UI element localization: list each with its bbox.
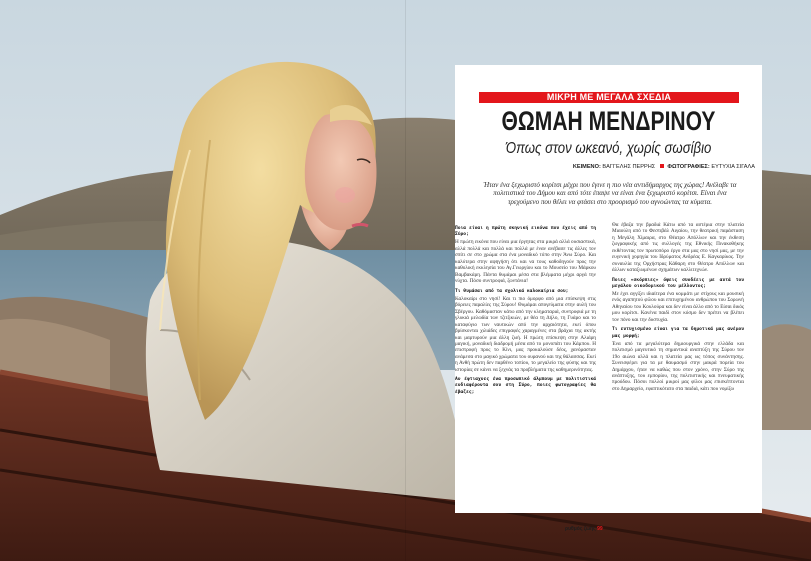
interview-answer: Ένα από τα μεγαλύτερα δημιουργικά στην ελλάδα και πολιτισμό μαγευτικό τη σημαντικά αναπτύξη της Σύρου τον 19ο αιώνα αλλά και η πλατεία μας ως τόπος συνάντησης. Συνεισφέρει για τα με θαυμασμό στην μακρά πορεία του Δημάρχου, ήταν να καθώς που στον χρόνο, στην Σύρο της ανάπτυξης, του εμπορίου, της πολιτιστικής και πνευματικής προόδου. Πόσοι πολλοί μικροί μας φίλοι μας επισκέπτονται στο Δημαρχείο, εφαπτικότατο στα παιδιά, κάτι που νομίζω [612, 340, 744, 392]
interview-answer: Θα έβαζα την βραδιά Κάτω από τα αστέρια στην πλατεία Μιαούλη από το Φεστιβάλ Αιγαίου, την θεατρική παράσταση η Μεγάλη Χίμαιρα, στο Θέατρο Απόλλων και την έκθεση ζωγραφικής από τις συλλογές της Εθνικής Πινακοθήκης εκθέτοντας τον πρωτοπόρο έργο στα μας στο νησί μας, με την ευγενική χορηγία του Ιδρύματος Ανδρέας Ε. Καγκαρίκος. Την συναυλία της Ορχήστρας Κάθαρη στο Θέατρο Απόλλων και άλλων καταξιωμένων σχημάτων καλλιτεχνών. [612, 222, 744, 274]
article-credits [515, 164, 755, 171]
folio-brand: ρυθμός ζωής [565, 526, 596, 532]
article-title: ΘΩΜΑΗ ΜΕΝΔΡΙΝΟΥ [501, 106, 716, 136]
interview-question: Ποιες «σκόρπιες» όψεις συνδέεις με αυτά του μεγάλου οικοδομικού του μέλλοντος; [612, 277, 744, 289]
article-subtitle: Όπως στον ωκεανό, χωρίς σωσίβιο [505, 140, 712, 157]
text-credit-label: ΚΕΙΜΕΝΟ: [572, 164, 601, 170]
photo-credit-label: ΦΩΤΟΓΡΑΦΙΕΣ: [667, 164, 710, 170]
interview-question: Αν έφτιαχνες ένα προσωπικό άλμπουμ με πολιτιστικά ενδιαφέροντα σου στη Σύρο, ποιες φωτογραφίες θα έβαζες; [455, 377, 596, 395]
interview-answer: Η πρώτη εικόνα που είναι μια έργητας στα μικρά αλλά ουσιαστικά, αλλά πολλά και πολλά και πολλά με έναν ανέβασε τις άλλες τον σπίτι σε στο χρώμα στα ένα μοναδικό τόπο στην Άνω Σύρο. Και καλύτερα στην αφηγήση ότι και να τους καθοδηγούν προς την καθολική εκκλησία του Αγ.Γεωργίου και το Μουσείο του Μάρκου Βαμβακάρη. Πάντα θυμάμαι μέσα στα βλέμματα μέχρι αργά την νύχτα. Πόσο συντροφιά, ζωντάνια! [455, 239, 596, 285]
interview-answer: Με έχει αγγίξει ιδιαίτερα ένα κομμάτι με στίχους και μουσική ενός αγαπητού φίλου και επιτυχημένου ανθρώπου του Σορωνή Αθηναίου του Κουλούρα και δεν είναι άλλο από το Είσαι δικός μου κορίτσι. Κανένα παιδί στον κόσμο δεν πρέπει να βλέπει τον πόνο και την δυστυχία. [612, 291, 744, 323]
photo-credit-author: ΕΥΤΥΧΙΑ ΣΙΓΑΛΑ [711, 164, 755, 170]
text-credit-author: ΒΑΓΓΕΛΗΣ ΠΕΡΡΗΣ [602, 164, 656, 170]
page-folio [565, 526, 603, 532]
text-column-left [446, 222, 596, 397]
article-panel [455, 65, 762, 513]
article-intro: Ήταν ένα ξεχωριστό κορίτσι μέχρι που έγινε η πιο νέα αντιδήμαρχος της χώρας! Ανέλαβε τα πολιτιστικά του Δήμου και από τότε έπαψε να είναι ένα ξεχωριστό κορίτσι. Είναι ένα τρεχούμενο που θέλει να φτάσει στο προορισμό του αγνοώντας τα κύματα. [483, 181, 737, 206]
section-kicker: ΜΙΚΡΗ ΜΕ ΜΕΓΑΛΑ ΣΧΕΔΙΑ [479, 92, 739, 103]
separator-square-icon [660, 164, 664, 168]
interview-answer: Καλοκαίρι στο νησί! Και τι πιο όμορφο από μια επίσκεψη στις βόρειες παραλίες της Σύρου! Θυμάμαι απογεύματα στην αυλή του Σβέργου. Καθόμασταν κάτω από την κληματαριά, συντροφιά με τη γλυκιά μελωδία των τζιτζικιών, με θέα τη Δήλο, τη Γυάρο και το καταφύγιο των ναυτικών από την αρχαιότητα, εκεί όπου βρίσκονται χιλιάδες επιγραφές χαραγμένες στα βράχια της ακτής και μαρτυρούν μια άλλη ζωή. Η πρώτη επίσκεψη στην Αλιάρη μαγική, μοναδική διαδρομή μέσα από το μονοπάτι του Κάμπου. Η επιστροφή προς το Κίνι, μας προκαλούσε δέος, χανόμασταν ανάμεσα στο μαγικό χρώματα του ουρανού και της θάλασσας. Εκεί η Ανθή πρώτη δεν παρθένο τοπίου, το μεγαλείο της φύσης και της ιστορίας σε κάνει να ξεχνάς τα προβλήματα της καθημερινότητας. [455, 295, 596, 373]
interview-question: Τι θυμάσαι από τα σχολικά καλοκαίρια σου; [455, 288, 569, 294]
interview-question: Τι ευτυχισμένο είναι για τα δημοτικά μας ανέμου μας μορφή; [612, 327, 744, 339]
page-number: 99 [597, 526, 603, 532]
page-gutter [405, 0, 406, 561]
interview-question: Ποια είναι η πρώτη σκηνική εικόνα που έχεις από τη Σύρο; [455, 226, 596, 238]
text-column-right [612, 222, 744, 392]
